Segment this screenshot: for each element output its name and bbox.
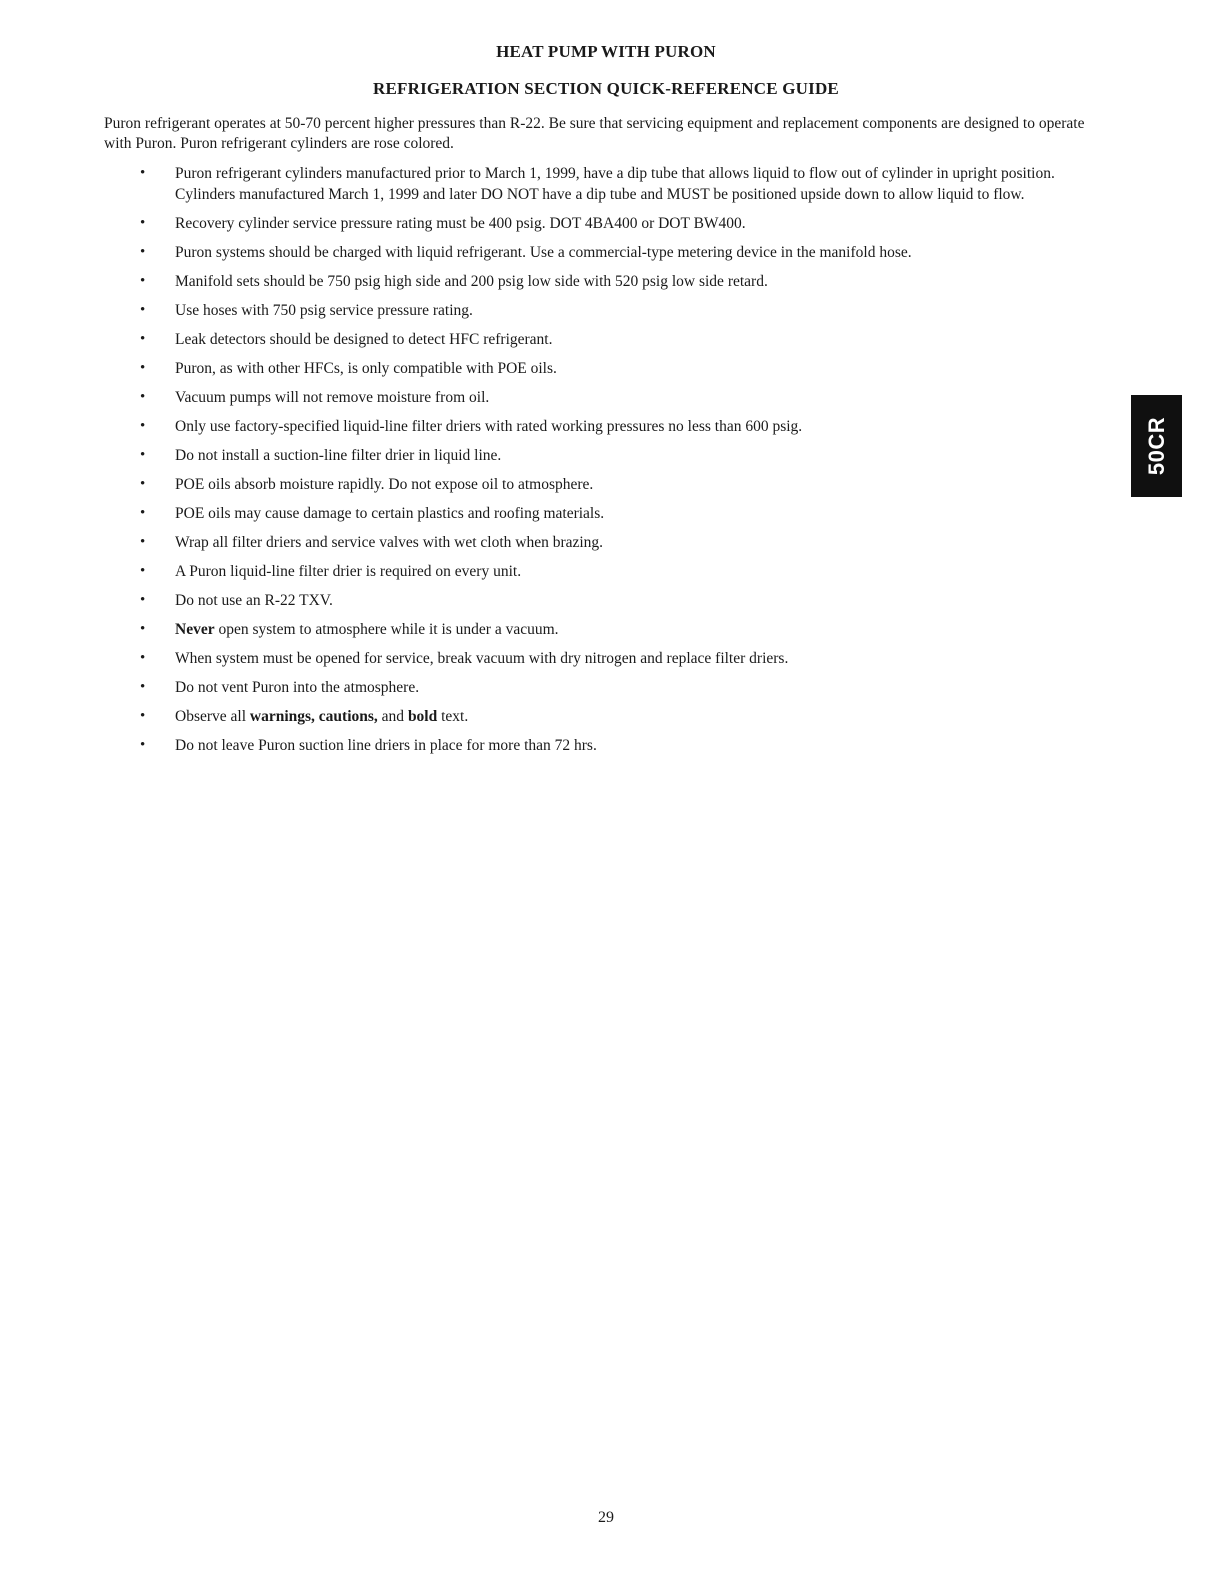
- list-item-text: Leak detectors should be designed to detect HFC refrigerant.: [175, 331, 553, 348]
- list-item: [104, 735, 1110, 756]
- bullet-icon: •: [140, 708, 146, 724]
- bullet-icon: •: [140, 650, 146, 666]
- list-item: [104, 677, 1110, 698]
- intro-paragraph: Puron refrigerant operates at 50-70 percent higher pressures than R-22. Be sure that servicing equipment and replacement components are designed to operate with Puron. Puron refrigerant cylinders are rose colored.: [104, 115, 1085, 152]
- list-item: [104, 474, 1110, 495]
- list-item-text: text.: [437, 708, 469, 725]
- list-item-text: Puron refrigerant cylinders manufactured prior to March 1, 1999, have a dip tube that allows liquid to flow out of cylinder in upright position. Cylinders manufactured March 1, 1999 and later DO NOT have a dip tube and MUST be positioned upside down to allow liquid to flow.: [175, 165, 1055, 203]
- list-item-bold: warnings, cautions,: [249, 708, 378, 725]
- list-item-text: Observe all: [175, 708, 250, 725]
- bullet-icon: •: [140, 737, 146, 753]
- list-item-bold: Never: [175, 621, 215, 638]
- list-item: [104, 445, 1110, 466]
- bullet-icon: •: [140, 534, 146, 550]
- bullet-icon: •: [140, 215, 146, 231]
- list-item: [104, 213, 1110, 234]
- bullet-icon: •: [140, 679, 146, 695]
- list-item: [104, 706, 1110, 727]
- list-item: [104, 648, 1110, 669]
- list-item-text: A Puron liquid-line filter drier is required on every unit.: [175, 563, 522, 580]
- list-item: [104, 561, 1110, 582]
- bullet-icon: •: [140, 505, 146, 521]
- list-item-text: open system to atmosphere while it is under a vacuum.: [214, 621, 559, 638]
- list-item: [104, 387, 1110, 408]
- bullet-icon: •: [140, 389, 146, 405]
- list-item-text: POE oils absorb moisture rapidly. Do not expose oil to atmosphere.: [175, 476, 594, 493]
- list-item-bold: bold: [407, 708, 438, 725]
- bullet-icon: •: [140, 302, 146, 318]
- list-item: [104, 619, 1110, 640]
- bullet-icon: •: [140, 331, 146, 347]
- page-title: HEAT PUMP WITH PURON: [496, 42, 716, 61]
- list-item-text: Vacuum pumps will not remove moisture from oil.: [175, 389, 490, 406]
- page-subtitle: REFRIGERATION SECTION QUICK-REFERENCE GUIDE: [373, 79, 839, 98]
- list-item: [104, 329, 1110, 350]
- list-item-text: Do not vent Puron into the atmosphere.: [175, 679, 420, 696]
- bullet-icon: •: [140, 165, 146, 181]
- bullet-icon: •: [140, 476, 146, 492]
- side-tab-label: 50CR: [1143, 416, 1169, 476]
- bullet-list: [104, 163, 1110, 764]
- list-item: [104, 300, 1110, 321]
- list-item-text: Do not use an R-22 TXV.: [175, 592, 333, 609]
- list-item-text: Use hoses with 750 psig service pressure rating.: [175, 302, 473, 319]
- list-item-text: Recovery cylinder service pressure rating must be 400 psig. DOT 4BA400 or DOT BW400.: [175, 215, 746, 232]
- page-number: 29: [598, 1509, 614, 1526]
- bullet-icon: •: [140, 447, 146, 463]
- list-item-text: Manifold sets should be 750 psig high side and 200 psig low side with 520 psig low side retard.: [175, 273, 768, 290]
- bullet-icon: •: [140, 360, 146, 376]
- bullet-icon: •: [140, 244, 146, 260]
- list-item-text: Wrap all filter driers and service valves with wet cloth when brazing.: [175, 534, 604, 551]
- list-item: [104, 416, 1110, 437]
- side-tab: [1131, 395, 1182, 497]
- list-item: [104, 532, 1110, 553]
- list-item: [104, 590, 1110, 611]
- list-item-text: and: [377, 708, 408, 725]
- list-item-text: Only use factory-specified liquid-line filter driers with rated working pressures no less than 600 psig.: [175, 418, 803, 435]
- list-item-text: When system must be opened for service, break vacuum with dry nitrogen and replace filter driers.: [175, 650, 789, 667]
- list-item: [104, 358, 1110, 379]
- list-item: [104, 503, 1110, 524]
- list-item-text: POE oils may cause damage to certain plastics and roofing materials.: [175, 505, 605, 522]
- list-item: [104, 271, 1110, 292]
- bullet-icon: •: [140, 621, 146, 637]
- list-item: [104, 163, 1110, 205]
- list-item-text: Do not install a suction-line filter drier in liquid line.: [175, 447, 502, 464]
- bullet-icon: •: [140, 418, 146, 434]
- list-item: [104, 242, 1110, 263]
- bullet-icon: •: [140, 563, 146, 579]
- list-item-text: Puron, as with other HFCs, is only compatible with POE oils.: [175, 360, 557, 377]
- bullet-icon: •: [140, 273, 146, 289]
- list-item-text: Do not leave Puron suction line driers in place for more than 72 hrs.: [175, 737, 597, 754]
- list-item-text: Puron systems should be charged with liquid refrigerant. Use a commercial-type metering device in the manifold hose.: [175, 244, 912, 261]
- bullet-icon: •: [140, 592, 146, 608]
